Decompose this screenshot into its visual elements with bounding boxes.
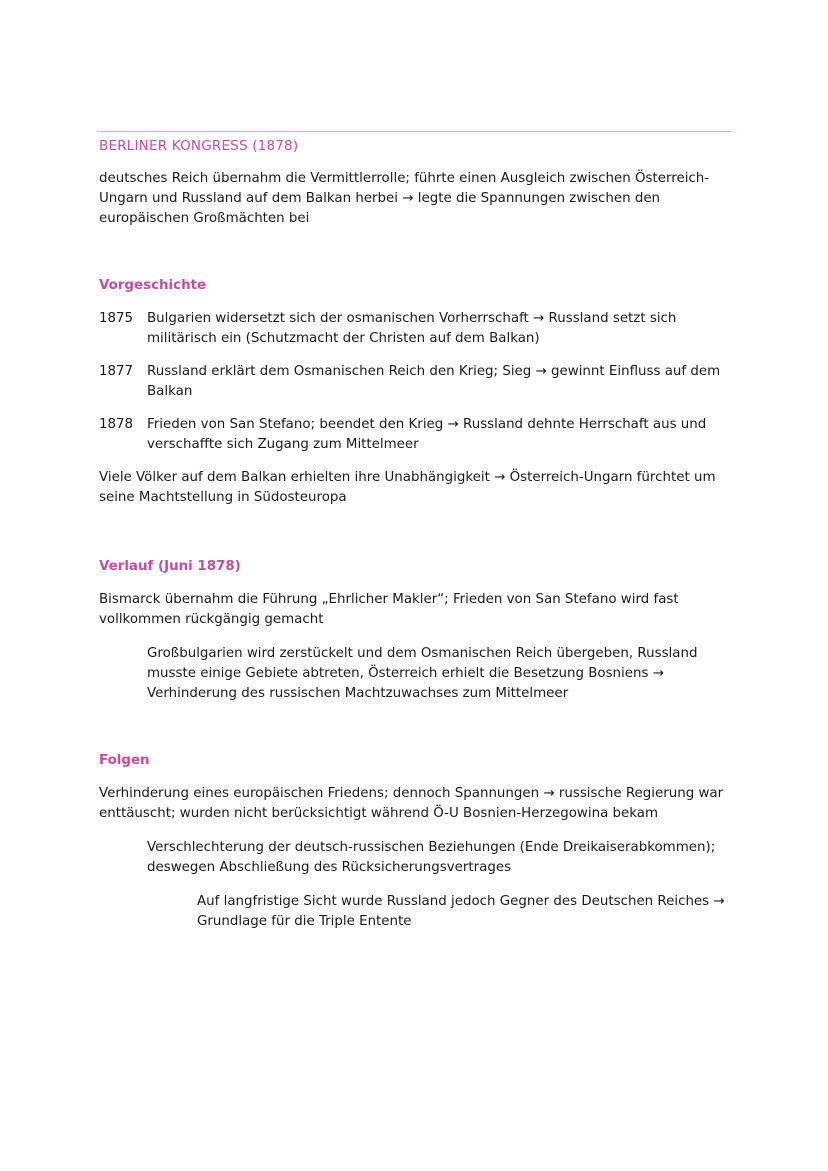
folgen-detail-2: Auf langfristige Sicht wurde Russland jedoch Gegner des Deutschen Reiches → Grundlage für die Triple Entente: [197, 894, 725, 929]
timeline-text: Russland erklärt dem Osmanischen Reich den Krieg; Sieg → gewinnt Einfluss auf dem Balkan: [147, 364, 721, 399]
timeline-text: Frieden von San Stefano; beendet den Krieg → Russland dehnte Herrschaft aus und verschaffte sich Zugang zum Mittelmeer: [147, 417, 707, 452]
intro-paragraph: deutsches Reich übernahm die Vermittlerrolle; führte einen Ausgleich zwischen Österreich-Ungarn und Russland auf dem Balkan herbei → legte die Spannungen zwischen den europäischen Großmächten bei: [99, 171, 710, 226]
folgen-detail-1: Verschlechterung der deutsch-russischen Beziehungen (Ende Dreikaiserabkommen); deswegen Abschließung des Rücksicherungsvertrages: [147, 840, 716, 875]
vorgeschichte-summary: Viele Völker auf dem Balkan erhielten ihre Unabhängigkeit → Österreich-Ungarn fürchtet um seine Machtstellung in Südosteuropa: [99, 470, 716, 505]
timeline: [99, 309, 731, 455]
timeline-year: 1878: [99, 417, 134, 432]
title-rule: [97, 131, 731, 132]
verlauf-paragraph: Bismarck übernahm die Führung „Ehrlicher Makler“; Frieden von San Stefano wird fast vollkommen rückgängig gemacht: [99, 592, 679, 627]
timeline-row: [99, 415, 731, 455]
timeline-text: Bulgarien widersetzt sich der osmanischen Vorherrschaft → Russland setzt sich militärisch ein (Schutzmacht der Christen auf dem Balkan): [147, 311, 677, 346]
verlauf-detail: Großbulgarien wird zerstückelt und dem Osmanischen Reich übergeben, Russland musste einige Gebiete abtreten, Österreich erhielt die Besetzung Bosniens → Verhinderung des russischen Machtzuwachses zum Mittelmeer: [147, 646, 698, 701]
heading-folgen: Folgen: [99, 753, 150, 768]
folgen-paragraph: Verhinderung eines europäischen Friedens; dennoch Spannungen → russische Regierung war enttäuscht; wurden nicht berücksichtigt während Ö-U Bosnien-Herzegowina bekam: [99, 786, 724, 821]
timeline-year: 1877: [99, 364, 134, 379]
document-title: BERLINER KONGRESS (1878): [99, 138, 299, 154]
timeline-year: 1875: [99, 311, 134, 326]
document-page: [99, 131, 731, 932]
timeline-row: [99, 362, 731, 402]
heading-vorgeschichte: Vorgeschichte: [99, 278, 207, 293]
timeline-row: [99, 309, 731, 349]
heading-verlauf: Verlauf (Juni 1878): [99, 559, 241, 574]
